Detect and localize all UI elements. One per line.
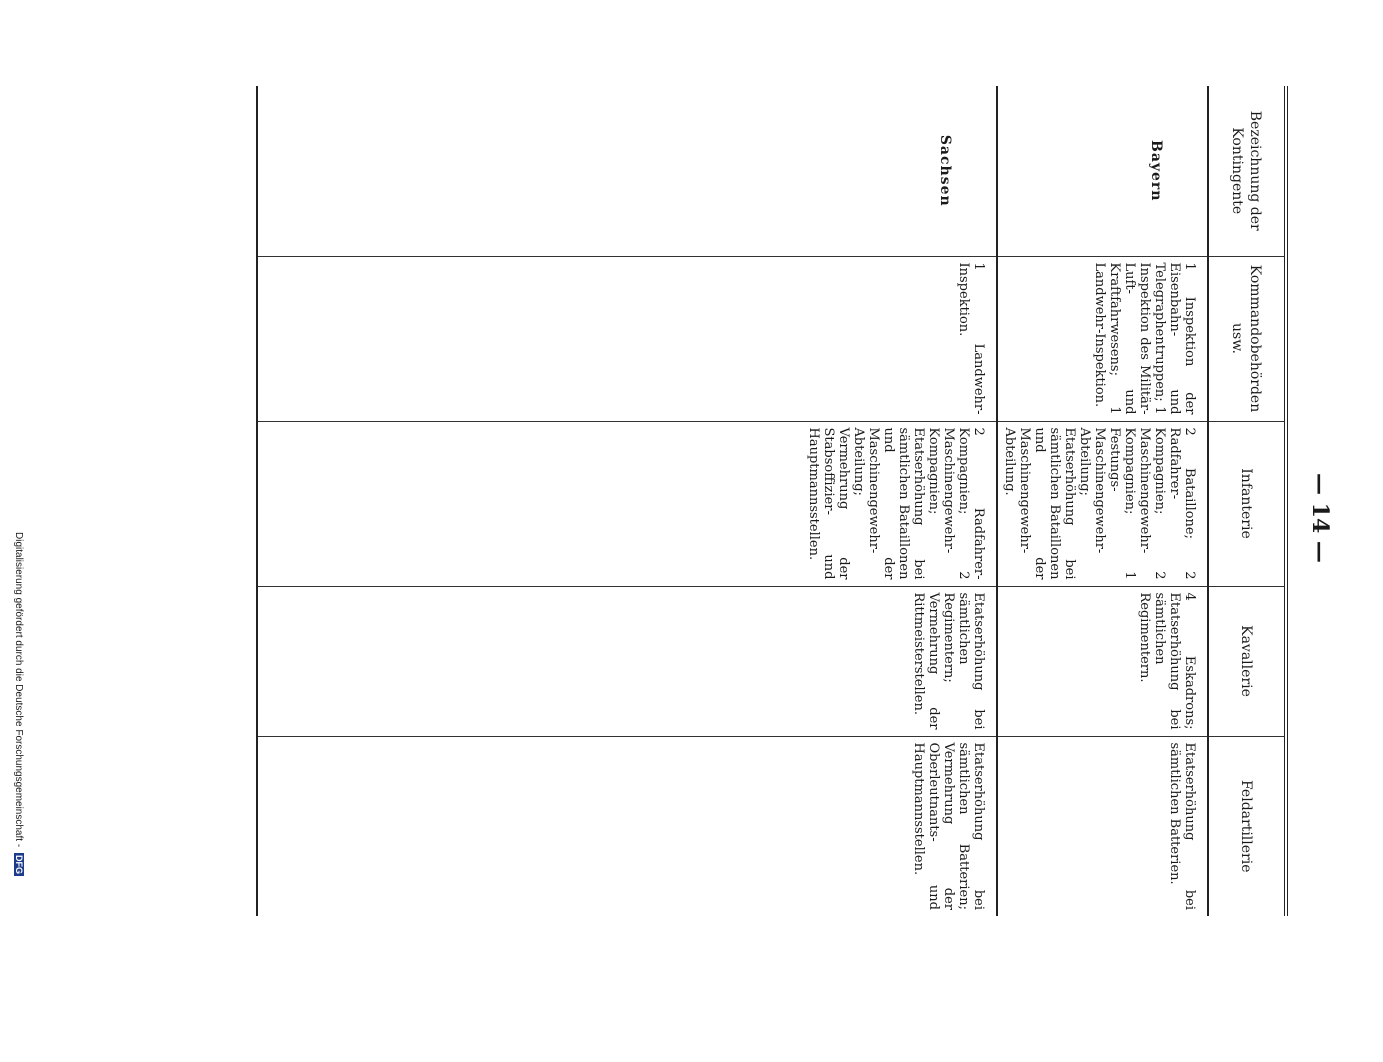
header-feldartillerie: Feldartillerie [1208, 736, 1286, 916]
table-row [997, 86, 1208, 916]
header-kommandobehoerden: Kommandobehörden usw. [1208, 256, 1286, 421]
entry-text: 1 Landwehr-Inspektion. [956, 262, 986, 415]
cell-feldartillerie [997, 736, 1208, 916]
cell-kavallerie [997, 586, 1208, 736]
cell-kontingent: Bayern [1148, 139, 1164, 202]
footer-text: Digitalisierung gefördert durch die Deutsche Forschungsgemeinschaft - [13, 532, 24, 848]
cell-infanterie [257, 421, 997, 586]
entry-text: Etatserhöhung bei sämtlichen Batterien; Vermehrung der Oberleutnants- und Hauptmannsstellen. [911, 742, 986, 910]
entry-text: 1 Inspektion der Eisenbahn- und Telegraphentruppen; 1 Inspektion des Militär-Luft- und Kraftfahrwesens; 1 Landwehr-Inspektion. [1092, 262, 1197, 415]
header-kontingente: Bezeichnung der Kontingente [1229, 110, 1264, 231]
cell-feldartillerie [257, 736, 997, 916]
entry-text: Etatserhöhung bei sämtlichen Regimentern; Vermehrung der Rittmeisterstellen. [911, 592, 986, 730]
page-number: — 14 — [1307, 473, 1333, 563]
cell-infanterie [997, 421, 1208, 586]
kontingent-table [256, 86, 1288, 916]
header-infanterie: Infanterie [1208, 421, 1286, 586]
rotated-table-container [78, 86, 1288, 916]
entry-text: Etatserhöhung bei sämtlichen Batterien. [1167, 742, 1197, 910]
dfg-logo: DFG [14, 854, 24, 874]
digitization-footer [10, 532, 24, 1062]
header-kavallerie: Kavallerie [1208, 586, 1286, 736]
cell-kavallerie [257, 586, 997, 736]
cell-kontingent: Sachsen [937, 134, 953, 207]
entry-text: 4 Eskadrons; Etatserhöhung bei sämtlichen Regimentern. [1137, 592, 1197, 730]
cell-kommandobehoerden [997, 256, 1208, 421]
cell-kommandobehoerden [257, 256, 997, 421]
table-header-row [1208, 86, 1286, 916]
entry-text: 2 Bataillone; 2 Radfahrer-Kompagnien; 2 Maschinengewehr-Kompagnien; 1 Festungs-Maschinengewehr-Abteilung; Etatserhöhung bei sämtlichen Bataillonen und der Maschinengewehr-Abteilung. [1002, 427, 1197, 580]
table-row [257, 86, 997, 916]
entry-text: 2 Radfahrer-Kompagnien; 2 Maschinengewehr-Kompagnien; Etatserhöhung bei sämtlichen Bataillonen und der Maschinengewehr-Abteilung; Vermehrung der Stabsoffizier- und Hauptmannsstellen. [806, 427, 986, 580]
